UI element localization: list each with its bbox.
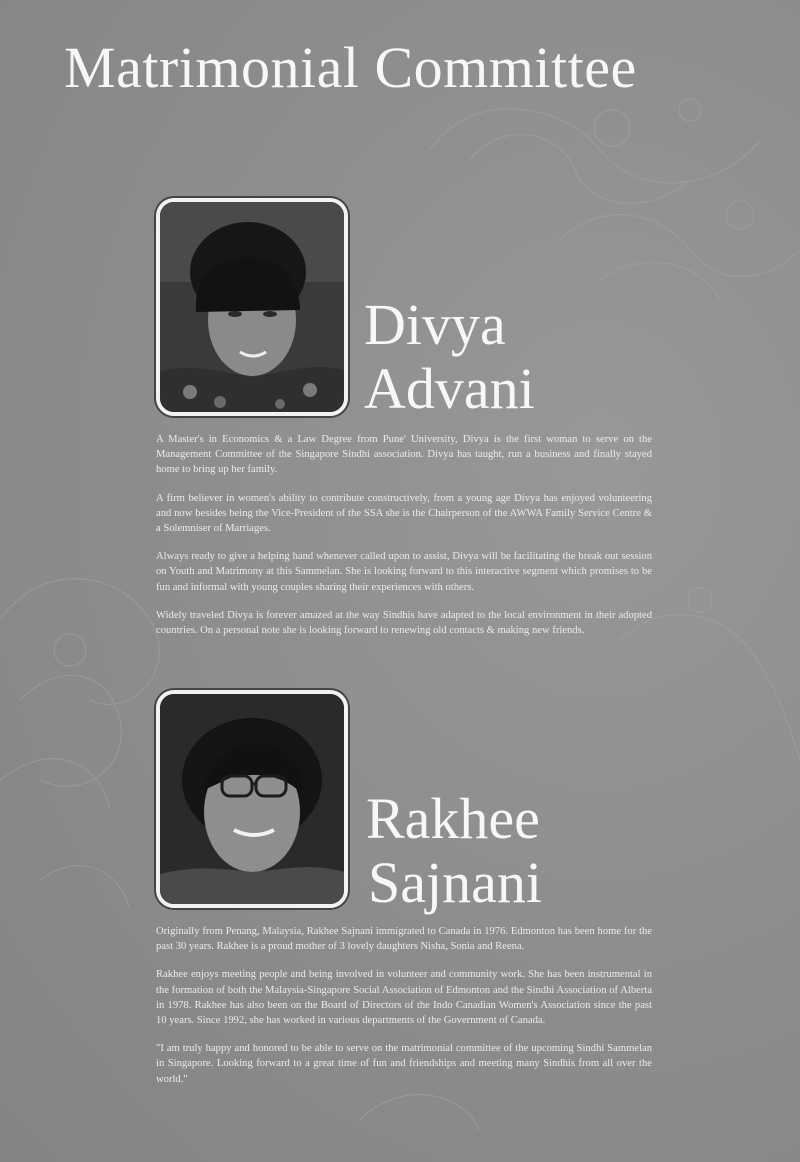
bio-paragraph: A firm believer in women's ability to contribute constructively, from a young age Divya has enjoyed volunteering and now besides being the Vice-President of the SSA she is the Chairperson of the AWWA Family Service Centre & a Solemniser of Marriages. (156, 492, 652, 535)
page-title: Matrimonial Committee (64, 35, 637, 100)
bio-paragraph: Rakhee enjoys meeting people and being involved in volunteer and community work. She has been instrumental in the formation of both the Malaysia-Singapore Social Association of Edmonton and the Sindhi Association of Alberta in 1978. Rakhee has also been on the Board of Directors of the Indo Canadian Women's Association since the past 10 years. Since 1992, she has worked in various departments of the Government of Canada. (156, 969, 652, 1027)
bio-paragraph: Widely traveled Divya is forever amazed at the way Sindhis have adapted to the local environment in their adopted countries. On a personal note she is looking forward to renewing old contacts & making new friends. (156, 609, 652, 637)
member-last-name: Advani (364, 356, 535, 421)
member-first-name: Rakhee (366, 786, 540, 851)
bio-paragraph: Always ready to give a helping hand whenever called upon to assist, Divya will be facilitating the break out session on Youth and Matrimony at this Sammelan. She is looking forward to this interactive segment which promises to be fun and informal with young couples sharing their experiences with others. (156, 551, 652, 593)
member-photo-divya (156, 198, 348, 416)
portrait-photo-icon (160, 202, 344, 412)
member-first-name: Divya (364, 292, 506, 357)
portrait-photo-icon (160, 694, 344, 904)
bio-paragraph: Originally from Penang, Malaysia, Rakhee Sajnani immigrated to Canada in 1976. Edmonton has been home for the past 30 years. Rakhee is a proud mother of 3 lovely daughters Nisha, Sonia and Reena. (156, 926, 652, 953)
bio-paragraph: A Master's in Economics & a Law Degree from Pune' University, Divya is the first woman to serve on the Management Committee of the Singapore Sindhi association. Divya has taught, run a business and finally stayed home to bring up her family. (156, 434, 652, 476)
member-last-name: Sajnani (368, 850, 542, 915)
member-photo-rakhee (156, 690, 348, 908)
bio-paragraph: "I am truly happy and honored to be able to serve on the matrimonial committee of the upcoming Sindhi Sammelan in Singapore. Looking forward to a great time of fun and friendships and meeting many Sindhis from all over the world." (156, 1043, 652, 1085)
member-bio-rakhee (156, 924, 652, 1100)
member-bio-divya (156, 432, 652, 651)
